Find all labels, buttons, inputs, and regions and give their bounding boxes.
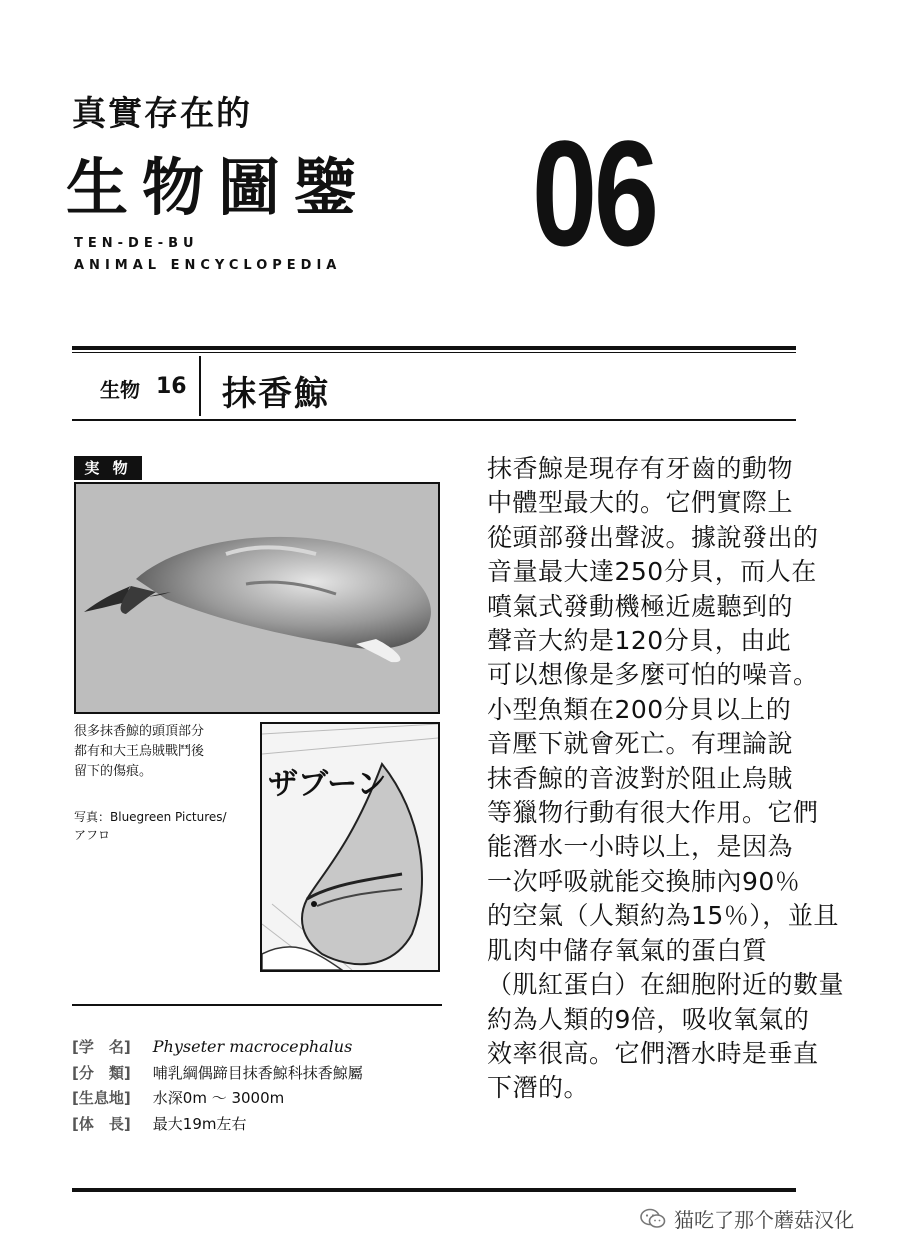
description-line: 可以想像是多麼可怕的噪音。 xyxy=(487,660,819,690)
description-line: 的空氣（人類約為15％），並且 xyxy=(487,901,839,931)
info-key: [分 類] xyxy=(72,1064,131,1082)
caption-line: 很多抹香鯨的頭頂部分 xyxy=(74,724,205,739)
description-line: 效率很高。它們潛水時是垂直 xyxy=(487,1038,819,1068)
description-line: 聲音大約是120分貝，由此 xyxy=(487,626,792,656)
caption-line: 都有和大王烏賊戰鬥後 xyxy=(74,744,205,759)
description-line: 抹香鯨的音波對於阻止烏賊 xyxy=(487,763,794,793)
header-bottom-divider xyxy=(72,419,796,421)
info-key: [体 長] xyxy=(72,1115,131,1133)
english-title-line1: TEN-DE-BU xyxy=(74,236,199,251)
info-row-scientific-name xyxy=(72,1036,352,1057)
manga-sfx: ザブーン xyxy=(268,767,387,802)
description-line: 音量最大達250分貝，而人在 xyxy=(487,557,817,587)
description-line: 約為人類的9倍，吸收氧氣的 xyxy=(487,1004,810,1034)
description-line: 抹香鯨是現存有牙齒的動物 xyxy=(487,454,794,483)
description-line: 能潛水一小時以上，是因為 xyxy=(487,832,794,862)
credit-line: アフロ xyxy=(74,828,111,842)
page-subtitle: 真實存在的 xyxy=(72,94,252,134)
creature-name: 抹香鯨 xyxy=(222,374,330,414)
watermark-text: 猫吃了那个蘑菇汉化 xyxy=(674,1208,854,1232)
info-value: 哺乳綱偶蹄目抹香鯨科抹香鯨屬 xyxy=(152,1064,363,1082)
creature-label: 生物 xyxy=(100,378,140,402)
photo-credit xyxy=(74,808,227,844)
photo-caption xyxy=(74,722,204,782)
manga-whale-drawing xyxy=(262,724,438,970)
description-line: 小型魚類在200分貝以上的 xyxy=(487,694,792,724)
info-value: Physeter macrocephalus xyxy=(152,1037,353,1056)
wechat-icon xyxy=(640,1208,666,1230)
info-row-habitat xyxy=(72,1087,284,1108)
photo-tag: 実 物 xyxy=(74,456,142,480)
english-title-line2: ANIMAL ENCYCLOPEDIA xyxy=(74,258,342,273)
bottom-divider xyxy=(72,1188,796,1192)
description-line: （肌紅蛋白）在細胞附近的數量 xyxy=(487,970,845,1000)
top-divider-thin xyxy=(72,352,796,353)
description-line: 音壓下就會死亡。有理論說 xyxy=(487,729,794,759)
creature-number: 16 xyxy=(156,374,187,399)
page-title: 生物圖鑒 xyxy=(66,151,371,224)
manga-panel xyxy=(260,722,440,972)
watermark xyxy=(640,1204,854,1233)
chapter-number: 06 xyxy=(532,109,656,277)
credit-line: 写真：Bluegreen Pictures/ xyxy=(74,810,227,824)
description-line: 中體型最大的。它們實際上 xyxy=(487,488,794,518)
description-line: 等獵物行動有很大作用。它們 xyxy=(487,798,819,828)
info-value: 最大19m左右 xyxy=(152,1115,247,1133)
caption-line: 留下的傷痕。 xyxy=(74,764,153,779)
description-line: 從頭部發出聲波。據說發出的 xyxy=(487,522,819,552)
header-separator xyxy=(199,356,201,416)
sperm-whale-illustration xyxy=(76,484,438,712)
info-row-classification xyxy=(72,1062,363,1083)
description-line: 一次呼吸就能交換肺內90％ xyxy=(487,866,801,896)
info-value: 水深0m ～ 3000m xyxy=(152,1089,285,1107)
info-key: [学 名] xyxy=(72,1038,131,1056)
description-line: 噴氣式發動機極近處聽到的 xyxy=(487,591,794,621)
whale-photo xyxy=(74,482,440,714)
description-line: 下潛的。 xyxy=(487,1073,590,1103)
info-row-body-length xyxy=(72,1113,246,1134)
info-divider xyxy=(72,1004,442,1006)
description-text xyxy=(487,452,867,1106)
top-divider xyxy=(72,346,796,350)
info-key: [生息地] xyxy=(72,1089,131,1107)
description-line: 肌肉中儲存氧氣的蛋白質 xyxy=(487,935,768,965)
